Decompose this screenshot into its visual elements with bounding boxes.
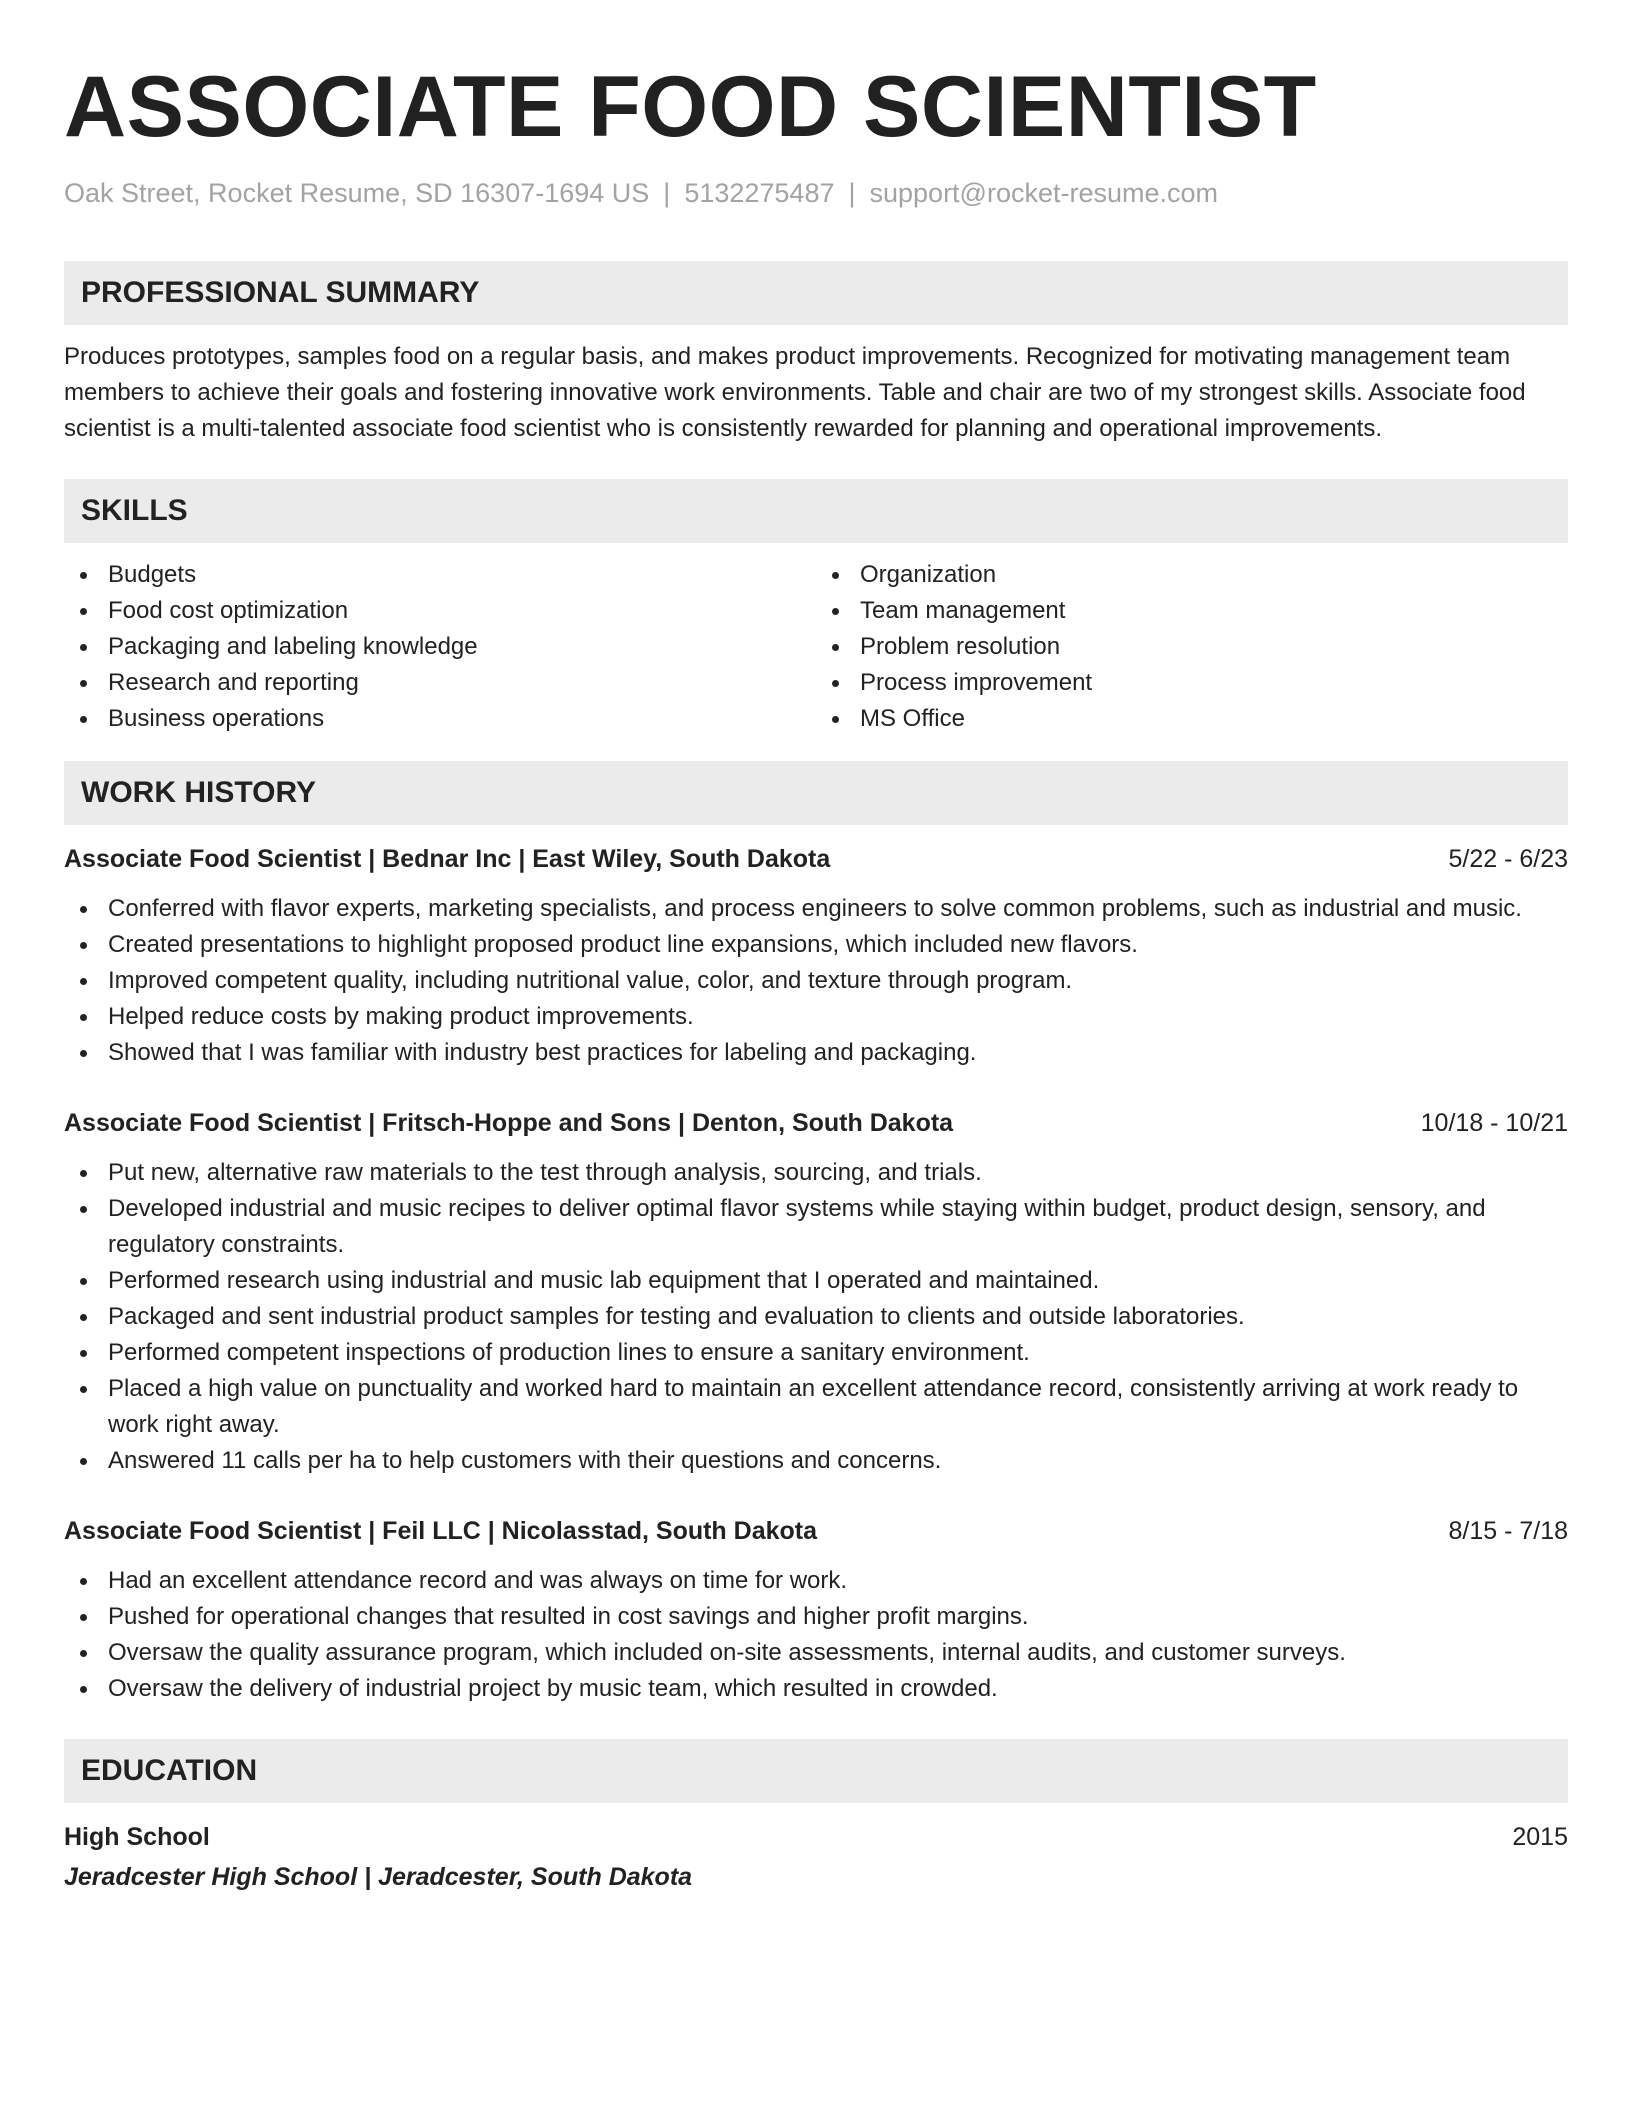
skill-item: MS Office (816, 701, 1568, 737)
summary-text: Produces prototypes, samples food on a regular basis, and makes product improvements. Recognized for motivating management team members to achieve their goals and fostering innovative work environments. Table and chair are two of my strongest skills. Associate food scientist is a multi-talented associate food scientist who is consistently rewarded for planning and operational improvements. (64, 343, 1526, 442)
education-school: Jeradcester High School | Jeradcester, South Dakota (64, 1863, 693, 1891)
job-dates: 5/22 - 6/23 (1448, 845, 1568, 873)
section-header-work-history: WORK HISTORY (64, 761, 1568, 825)
education-year: 2015 (1512, 1823, 1568, 1851)
job-bullet: Oversaw the delivery of industrial project by music team, which resulted in crowded. (64, 1671, 1568, 1707)
job-bullet: Had an excellent attendance record and was always on time for work. (64, 1563, 1568, 1599)
section-header-education: EDUCATION (64, 1739, 1568, 1803)
contact-separator: | (848, 178, 856, 208)
contact-line (64, 178, 1568, 209)
skill-item: Packaging and labeling knowledge (64, 629, 816, 665)
job-bullet: Improved competent quality, including nutritional value, color, and texture through program. (64, 963, 1568, 999)
job-bullet: Performed research using industrial and music lab equipment that I operated and maintained. (64, 1263, 1568, 1299)
skills-list (64, 557, 1568, 737)
job-entry (64, 1511, 1568, 1707)
job-bullet: Showed that I was familiar with industry best practices for labeling and packaging. (64, 1035, 1568, 1071)
skill-item: Research and reporting (64, 665, 816, 701)
job-header (64, 839, 1568, 879)
job-bullet: Answered 11 calls per ha to help customers with their questions and concerns. (64, 1443, 1568, 1479)
contact-address: Oak Street, Rocket Resume, SD 16307-1694 US (64, 178, 650, 208)
education-degree: High School (64, 1823, 210, 1851)
contact-email: support@rocket-resume.com (869, 178, 1219, 208)
skill-item: Food cost optimization (64, 593, 816, 629)
contact-phone: 5132275487 (684, 178, 835, 208)
job-dates: 8/15 - 7/18 (1448, 1517, 1568, 1545)
education-entry (64, 1817, 1568, 1897)
job-title: Associate Food Scientist | Feil LLC | Nicolasstad, South Dakota (64, 1517, 818, 1545)
job-bullet: Placed a high value on punctuality and worked hard to maintain an excellent attendance record, consistently arriving at work ready to work right away. (64, 1371, 1568, 1443)
section-header-summary: PROFESSIONAL SUMMARY (64, 261, 1568, 325)
skills-column-right (816, 557, 1568, 737)
job-header (64, 1103, 1568, 1143)
job-header (64, 1511, 1568, 1551)
job-entry (64, 839, 1568, 1071)
job-bullet: Oversaw the quality assurance program, which included on-site assessments, internal audits, and customer surveys. (64, 1635, 1568, 1671)
resume-name: ASSOCIATE FOOD SCIENTIST (64, 59, 1317, 155)
job-bullets (64, 1563, 1568, 1707)
job-bullets (64, 1155, 1568, 1479)
job-title: Associate Food Scientist | Fritsch-Hoppe and Sons | Denton, South Dakota (64, 1109, 954, 1137)
job-bullets (64, 891, 1568, 1071)
job-bullet: Conferred with flavor experts, marketing specialists, and process engineers to solve common problems, such as industrial and music. (64, 891, 1568, 927)
job-bullet: Developed industrial and music recipes to deliver optimal flavor systems while staying within budget, product design, sensory, and regulatory constraints. (64, 1191, 1568, 1263)
job-bullet: Pushed for operational changes that resulted in cost savings and higher profit margins. (64, 1599, 1568, 1635)
job-entry (64, 1103, 1568, 1479)
education-header (64, 1817, 1568, 1857)
section-header-skills: SKILLS (64, 479, 1568, 543)
skill-item: Team management (816, 593, 1568, 629)
skill-item: Problem resolution (816, 629, 1568, 665)
job-bullet: Helped reduce costs by making product improvements. (64, 999, 1568, 1035)
skill-item: Organization (816, 557, 1568, 593)
skill-item: Business operations (64, 701, 816, 737)
job-bullet: Put new, alternative raw materials to the test through analysis, sourcing, and trials. (64, 1155, 1568, 1191)
skills-column-left (64, 557, 816, 737)
contact-separator: | (663, 178, 671, 208)
job-title: Associate Food Scientist | Bednar Inc | East Wiley, South Dakota (64, 845, 831, 873)
skill-item: Budgets (64, 557, 816, 593)
job-bullet: Packaged and sent industrial product samples for testing and evaluation to clients and outside laboratories. (64, 1299, 1568, 1335)
job-bullet: Created presentations to highlight proposed product line expansions, which included new flavors. (64, 927, 1568, 963)
job-bullet: Performed competent inspections of production lines to ensure a sanitary environment. (64, 1335, 1568, 1371)
skill-item: Process improvement (816, 665, 1568, 701)
job-dates: 10/18 - 10/21 (1420, 1109, 1568, 1137)
